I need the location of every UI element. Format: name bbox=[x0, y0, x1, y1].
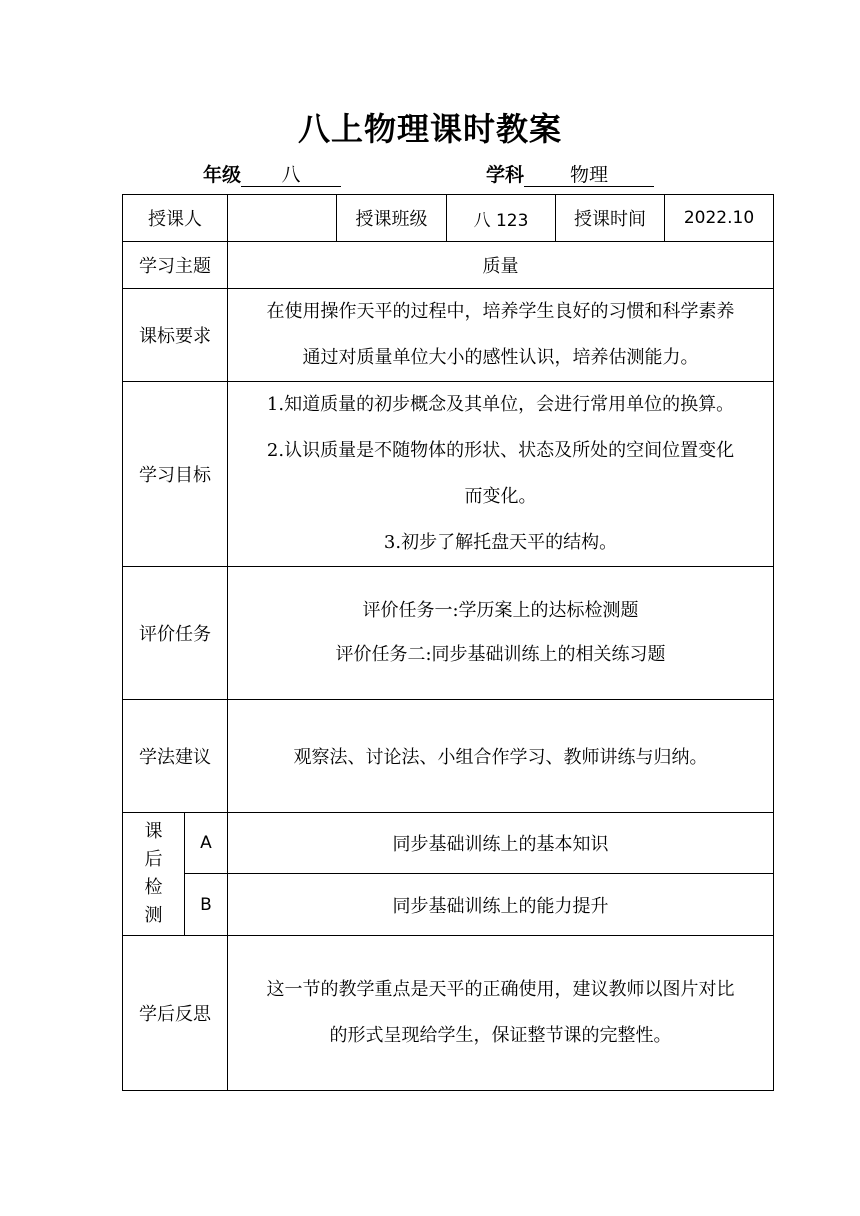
check-row-a bbox=[123, 813, 774, 874]
standard-line: 在使用操作天平的过程中，培养学生良好的习惯和科学素养 bbox=[266, 301, 735, 322]
header-row bbox=[123, 195, 774, 242]
class-value: 八 123 bbox=[447, 195, 556, 242]
eval-line: 评价任务二:同步基础训练上的相关练习题 bbox=[335, 644, 666, 665]
goal-line: 而变化。 bbox=[464, 486, 537, 507]
topic-value: 质量 bbox=[228, 242, 774, 289]
subject-value: 物理 bbox=[524, 164, 654, 187]
reflect-line: 的形式呈现给学生，保证整节课的完整性。 bbox=[329, 1025, 672, 1046]
goals-content bbox=[228, 382, 774, 567]
page-title: 八上物理课时教案 bbox=[297, 110, 562, 148]
check-label-char: 后 bbox=[144, 849, 163, 870]
check-label-char: 检 bbox=[144, 877, 163, 898]
standard-line: 通过对质量单位大小的感性认识，培养估测能力。 bbox=[302, 347, 699, 368]
grade-value: 八 bbox=[241, 164, 341, 187]
grade-label: 年级 bbox=[203, 164, 242, 186]
subject-label: 学科 bbox=[486, 164, 525, 186]
eval-label: 评价任务 bbox=[123, 567, 228, 700]
check-b-value: 同步基础训练上的能力提升 bbox=[228, 874, 774, 936]
topic-row bbox=[123, 242, 774, 289]
time-label: 授课时间 bbox=[556, 195, 665, 242]
reflect-line: 这一节的教学重点是天平的正确使用，建议教师以图片对比 bbox=[266, 979, 735, 1000]
goals-label: 学习目标 bbox=[123, 382, 228, 567]
grade-line bbox=[203, 160, 341, 187]
eval-line: 评价任务一:学历案上的达标检测题 bbox=[362, 600, 639, 621]
reflect-content bbox=[228, 936, 774, 1091]
check-label-char: 测 bbox=[144, 905, 163, 926]
check-a-value: 同步基础训练上的基本知识 bbox=[228, 813, 774, 874]
method-value: 观察法、讨论法、小组合作学习、教师讲练与归纳。 bbox=[228, 700, 774, 813]
teacher-value bbox=[228, 195, 337, 242]
standard-label: 课标要求 bbox=[123, 289, 228, 382]
time-value: 2022.10 bbox=[665, 195, 774, 242]
lesson-plan-table bbox=[122, 194, 774, 1091]
reflect-row bbox=[123, 936, 774, 1091]
standard-content bbox=[228, 289, 774, 382]
eval-content bbox=[228, 567, 774, 700]
check-a-label: A bbox=[185, 813, 228, 874]
standard-row bbox=[123, 289, 774, 382]
class-label: 授课班级 bbox=[337, 195, 447, 242]
topic-label: 学习主题 bbox=[123, 242, 228, 289]
reflect-label: 学后反思 bbox=[123, 936, 228, 1091]
goals-row bbox=[123, 382, 774, 567]
teacher-label: 授课人 bbox=[123, 195, 228, 242]
goal-line: 2.认识质量是不随物体的形状、状态及所处的空间位置变化 bbox=[266, 440, 735, 461]
check-label bbox=[123, 813, 185, 936]
check-b-label: B bbox=[185, 874, 228, 936]
goal-line: 3.初步了解托盘天平的结构。 bbox=[383, 532, 618, 553]
check-row-b bbox=[123, 874, 774, 936]
subject-line bbox=[486, 160, 654, 187]
eval-row bbox=[123, 567, 774, 700]
method-label: 学法建议 bbox=[123, 700, 228, 813]
check-label-char: 课 bbox=[144, 821, 163, 842]
method-row bbox=[123, 700, 774, 813]
goal-line: 1.知道质量的初步概念及其单位，会进行常用单位的换算。 bbox=[266, 394, 735, 415]
